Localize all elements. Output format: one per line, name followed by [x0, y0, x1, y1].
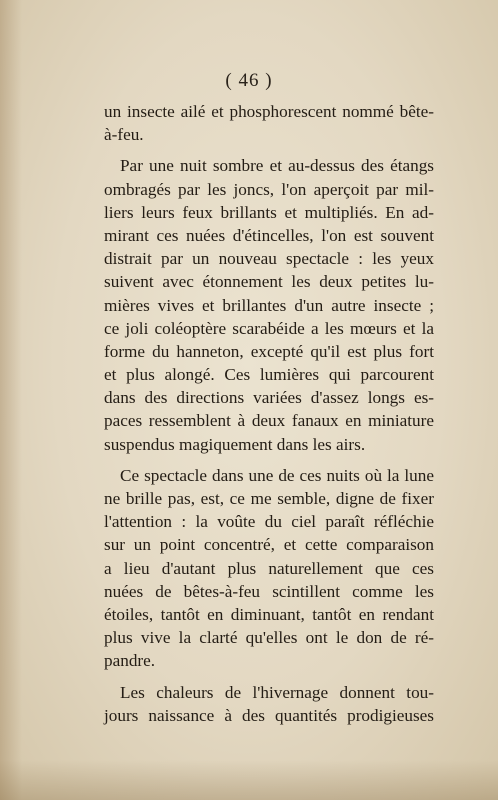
- text-line: à-feu.: [104, 125, 144, 145]
- text-line: paces ressemblent à deux fanaux en miniature: [104, 411, 434, 431]
- text-line: a lieu d'autant plus naturellement que ces: [104, 558, 434, 578]
- paragraph-gap: [104, 146, 434, 154]
- page-edge-shadow: [0, 0, 22, 800]
- text-line: dans des directions variées d'assez longs es-: [104, 388, 434, 408]
- text-line: mières vives et brillantes d'un autre insecte ;: [104, 295, 434, 315]
- text-line: et plus alongé. Ces lumières qui parcourent: [104, 365, 434, 385]
- text-line: suspendus magiquement dans les airs.: [104, 434, 366, 454]
- text-line: forme du hanneton, excepté qu'il est plus fort: [104, 341, 434, 361]
- text-line: suivent avec étonnement les deux petites lu-: [104, 272, 434, 292]
- text-line: liers leurs feux brillants et multipliés. En ad-: [104, 202, 434, 222]
- text-line: mirant ces nuées d'étincelles, l'on est souvent: [104, 225, 434, 245]
- text-line: un insecte ailé et phosphorescent nommé bête-: [104, 102, 434, 121]
- text-line: ombragés par les joncs, l'on aperçoit par mil-: [104, 179, 434, 199]
- page-bottom-stain: [0, 760, 498, 800]
- text-line: ce joli coléoptère scarabéide a les mœurs et la: [104, 318, 434, 338]
- paragraph-gap: [104, 456, 434, 464]
- text-line: ne brille pas, est, ce me semble, digne de fixer: [104, 489, 434, 508]
- page-number: ( 46 ): [225, 70, 273, 91]
- text-line: sur un point concentré, et cette comparaison: [104, 535, 434, 555]
- paragraph-gap: [104, 673, 434, 681]
- text-line: pandre.: [104, 651, 156, 671]
- text-line: jours naissance à des quantités prodigieuses: [104, 705, 434, 725]
- text-line: étoiles, tantôt en diminuant, tantôt en rendant: [104, 604, 434, 624]
- text-line: l'attention : la voûte du ciel paraît réfléchie: [104, 512, 434, 532]
- text-line: Ce spectacle dans une de ces nuits où la lune: [120, 465, 434, 485]
- text-line: nuées de bêtes-à-feu scintillent comme les: [104, 581, 434, 601]
- body-text: [104, 100, 434, 727]
- text-line: distrait par un nouveau spectacle : les yeux: [104, 249, 434, 269]
- text-line: plus vive la clarté qu'elles ont le don de ré-: [104, 628, 434, 648]
- text-line: Par une nuit sombre et au-dessus des étangs: [120, 156, 434, 176]
- text-line: Les chaleurs de l'hivernage donnent tou-: [120, 682, 434, 702]
